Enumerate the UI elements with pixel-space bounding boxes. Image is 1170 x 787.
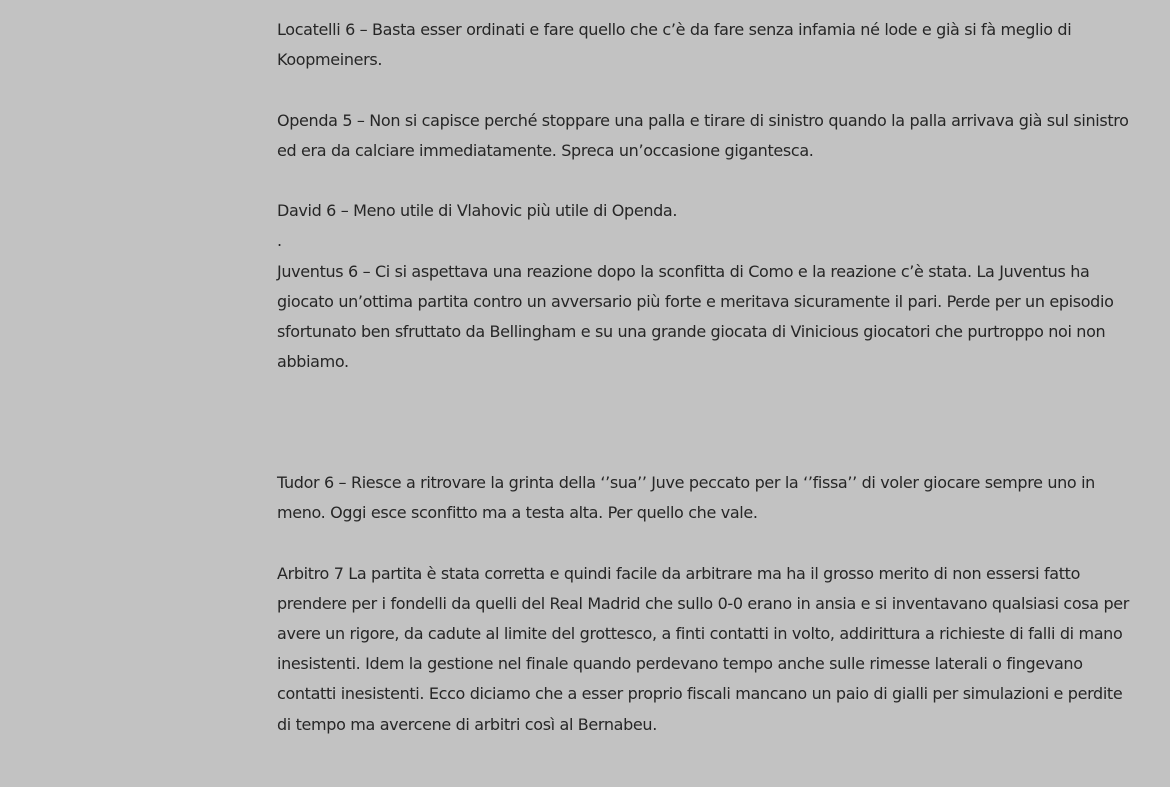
rating-david: David 6 – Meno utile di Vlahovic più utile di Openda. — [277, 201, 678, 221]
rating-tudor: Tudor 6 – Riesce a ritrovare la grinta della ‘’sua’’ Juve peccato per la ‘’fissa’’ di voler giocare sempre uno in meno. Oggi esce sconfitto ma a testa alta. Per quello che vale. — [277, 473, 1095, 523]
paragraph-spacer — [277, 528, 1137, 558]
paragraph-spacer — [277, 75, 1137, 105]
rating-arbitro: Arbitro 7 La partita è stata corretta e quindi facile da arbitrare ma ha il grosso merito di non essersi fatto prendere per i fondelli da quelli del Real Madrid che sullo 0-0 erano in ansia e si inventavano qualsiasi cosa per avere un rigore, da cadute al limite del grottesco, a finti contatti in volto, addirittura a richieste di falli di mano inesistenti. Idem la gestione nel finale quando perdevano tempo anche sulle rimesse laterali o fingevano contatti inesistenti. Ecco diciamo che a esser proprio fiscali mancano un paio di gialli per simulazioni e perdite di tempo ma avercene di arbitri così al Bernabeu. — [277, 563, 1130, 734]
article-body — [277, 15, 1137, 740]
rating-juventus: Juventus 6 – Ci si aspettava una reazione dopo la sconfitta di Como e la reazione c’è stata. La Juventus ha giocato un’ottima partita contro un avversario più forte e meritava sicuramente il pari. Perde per un episodio sfortunato ben sfruttato da Bellingham e su una grande giocata di Vinicious giocatori che purtroppo noi non abbiamo. — [277, 261, 1114, 372]
rating-openda: Openda 5 – Non si capisce perché stoppare una palla e tirare di sinistro quando la palla arrivava già sul sinistro ed era da calciare immediatamente. Spreca un’occasione gigantesca. — [277, 110, 1129, 160]
rating-locatelli: Locatelli 6 – Basta esser ordinati e fare quello che c’è da fare senza infamia né lode e già si fà meglio di Koopmeiners. — [277, 20, 1072, 70]
paragraph-spacer — [277, 377, 1137, 468]
paragraph-spacer — [277, 166, 1137, 196]
separator-dot: . — [277, 231, 282, 251]
